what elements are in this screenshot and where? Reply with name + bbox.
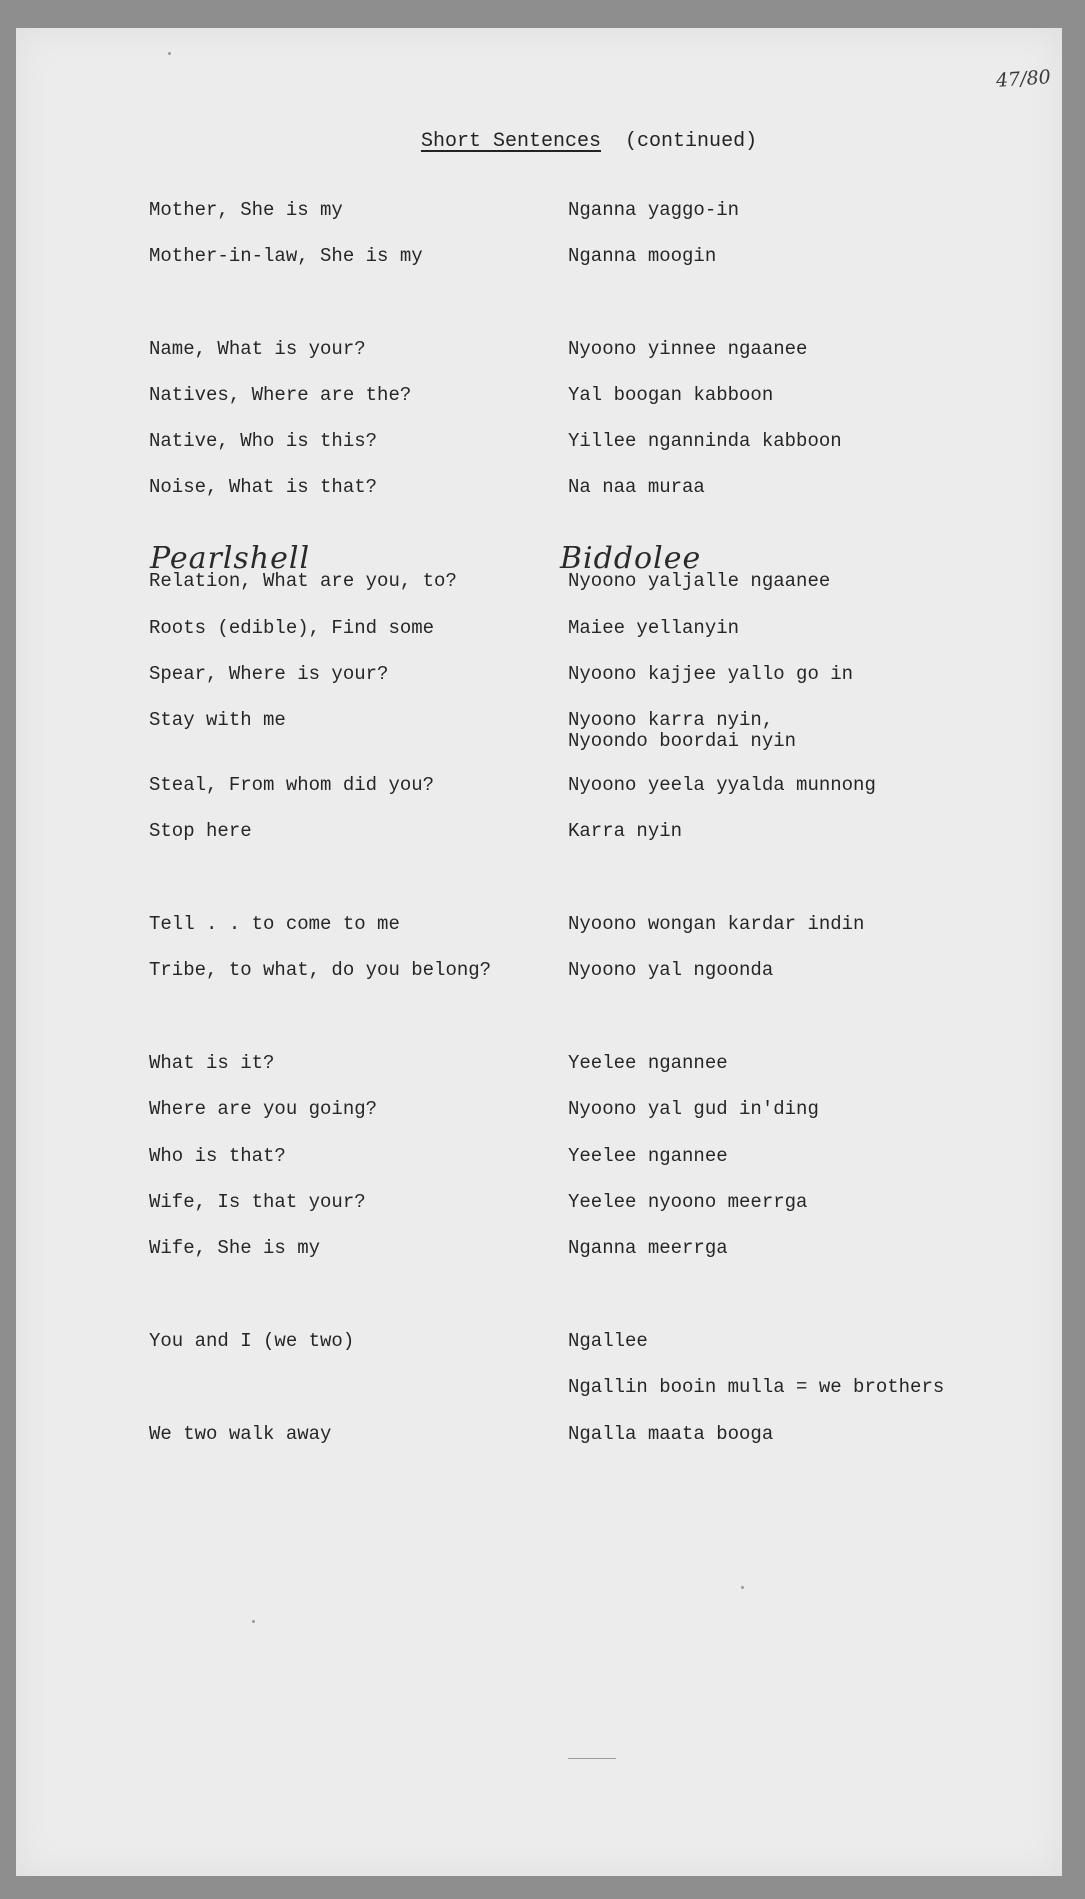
handwritten-note-left: Pearlshell	[150, 541, 311, 576]
paper-speck	[168, 52, 171, 55]
native-translation: Yal boogan kabboon	[568, 384, 774, 406]
typed-page	[16, 28, 1062, 1876]
english-phrase: Mother-in-law, She is my	[149, 245, 423, 267]
english-phrase: Tell . . to come to me	[149, 913, 400, 935]
native-translation: Nyoono karra nyin, Nyoondo boordai nyin	[568, 709, 797, 752]
native-translation: Nyoono yal gud in'ding	[568, 1098, 819, 1120]
english-phrase: Name, What is your?	[149, 338, 366, 360]
native-translation: Ngalla maata booga	[568, 1423, 774, 1445]
native-translation: Yeelee nyoono meerrga	[568, 1191, 808, 1213]
english-phrase: Spear, Where is your?	[149, 663, 389, 685]
english-phrase: Where are you going?	[149, 1098, 378, 1120]
native-translation: Nyoono kajjee yallo go in	[568, 663, 854, 685]
native-translation: Ngallin booin mulla = we brothers	[568, 1376, 945, 1398]
native-translation: Maiee yellanyin	[568, 617, 740, 639]
native-translation: Yillee nganninda kabboon	[568, 430, 842, 452]
paper-scratch	[568, 1758, 616, 1759]
english-phrase: Native, Who is this?	[149, 430, 378, 452]
english-phrase: Mother, She is my	[149, 199, 343, 221]
english-phrase: Relation, What are you, to?	[149, 570, 457, 592]
native-translation: Nyoono yeela yyalda munnong	[568, 774, 876, 796]
native-translation: Na naa muraa	[568, 476, 705, 498]
native-translation: Nganna yaggo-in	[568, 199, 740, 221]
english-phrase: Roots (edible), Find some	[149, 617, 435, 639]
english-phrase: Stop here	[149, 820, 252, 842]
english-phrase: Wife, She is my	[149, 1237, 321, 1259]
english-phrase: Tribe, to what, do you belong?	[149, 959, 492, 981]
heading-title: Short Sentences	[421, 130, 602, 153]
native-translation: Nyoono wongan kardar indin	[568, 913, 865, 935]
native-translation: Yeelee ngannee	[568, 1145, 728, 1167]
native-translation: Nyoono yaljalle ngaanee	[568, 570, 831, 592]
native-translation: Karra nyin	[568, 820, 683, 842]
native-translation: Nyoono yinnee ngaanee	[568, 338, 808, 360]
english-phrase: We two walk away	[149, 1423, 332, 1445]
native-translation: Yeelee ngannee	[568, 1052, 728, 1074]
english-phrase: Wife, Is that your?	[149, 1191, 366, 1213]
native-translation: Nganna meerrga	[568, 1237, 728, 1259]
native-translation: Nyoono yal ngoonda	[568, 959, 774, 981]
english-phrase: You and I (we two)	[149, 1330, 355, 1352]
native-translation: Ngallee	[568, 1330, 648, 1352]
english-phrase: What is it?	[149, 1052, 275, 1074]
page-heading	[421, 130, 757, 153]
english-phrase: Who is that?	[149, 1145, 286, 1167]
paper-speck	[741, 1586, 744, 1589]
english-phrase: Noise, What is that?	[149, 476, 378, 498]
english-phrase: Natives, Where are the?	[149, 384, 412, 406]
english-phrase: Steal, From whom did you?	[149, 774, 435, 796]
english-phrase: Stay with me	[149, 709, 286, 731]
native-translation: Nganna moogin	[568, 245, 717, 267]
heading-suffix: (continued)	[625, 130, 758, 153]
folio-number: 47/80	[995, 66, 1052, 92]
handwritten-note-right: Biddolee	[560, 541, 702, 576]
paper-speck	[252, 1620, 255, 1623]
